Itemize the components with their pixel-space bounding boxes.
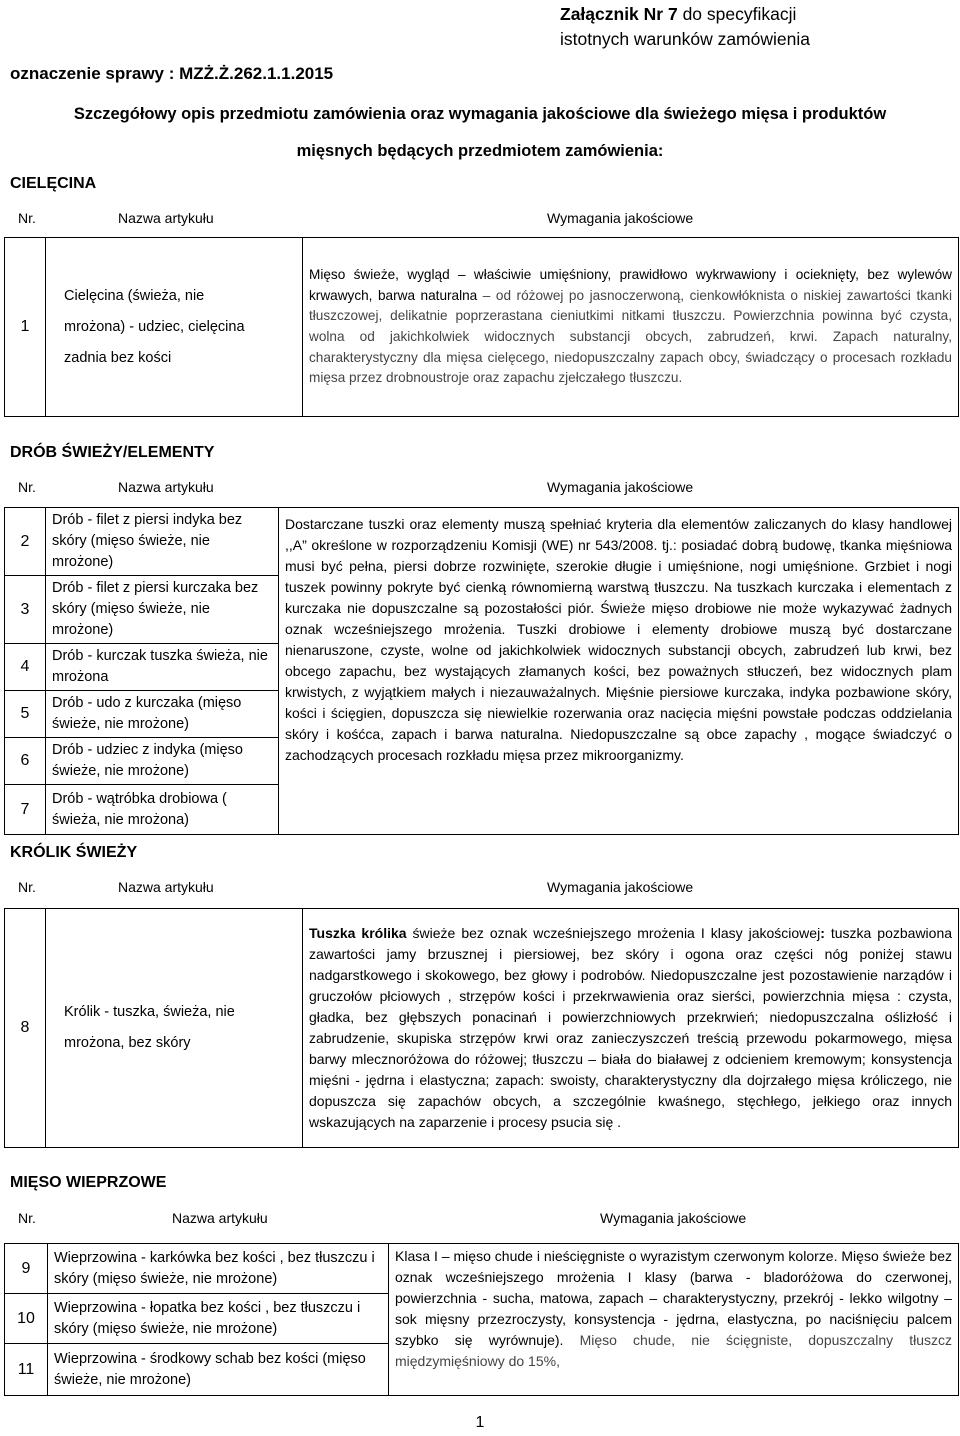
col-nr: Nr.	[18, 479, 36, 495]
attachment-rest: do specyfikacji	[682, 4, 797, 24]
item-name	[46, 238, 303, 417]
pork-table	[4, 1243, 959, 1396]
rabbit-table	[4, 908, 959, 1148]
table-row	[5, 1244, 959, 1294]
col-req: Wymagania jakościowe	[547, 879, 694, 895]
item-name-line: mrożona, bez skóry	[64, 1035, 191, 1051]
attachment-line2: istotnych warunków zamówienia	[560, 29, 810, 49]
item-name: Drób - udo z kurczaka (mięso świeże, nie mrożone)	[46, 691, 279, 738]
item-number: 5	[5, 691, 46, 738]
case-number: oznaczenie sprawy : MZŻ.Ż.262.1.1.2015	[10, 64, 334, 83]
veal-table	[4, 237, 959, 417]
col-nr: Nr.	[18, 879, 36, 895]
item-name: Drób - filet z piersi kurczaka bez skóry (mięso świeże, nie mrożone)	[46, 576, 279, 644]
item-name: Drób - filet z piersi indyka bez skóry (mięso świeże, nie mrożone)	[46, 508, 279, 576]
item-name: Wieprzowina - karkówka bez kości , bez tłuszczu i skóry (mięso świeże, nie mrożone)	[48, 1244, 389, 1294]
col-req: Wymagania jakościowe	[547, 479, 694, 495]
section-title-pork: MIĘSO WIEPRZOWE	[10, 1174, 167, 1191]
item-name: Drób - udziec z indyka (mięso świeże, nie mrożone)	[46, 738, 279, 785]
col-name: Nazwa artykułu	[118, 210, 214, 226]
req-part: Zapach naturalny, charakterystyczny dla mięsa cielęcego, niedopuszczalny zapach obcy, świadczący o procesach rozkładu mięsa przez drobnoustroje oraz zapachu zjełczałego tłuszczu.	[309, 329, 952, 386]
item-requirements	[389, 1244, 959, 1396]
table-row	[5, 508, 959, 576]
item-number: 11	[5, 1344, 48, 1396]
section-title-rabbit: KRÓLIK ŚWIEŻY	[10, 844, 138, 861]
table-row	[5, 909, 959, 1148]
req-part: tuszka pozbawiona zawartości jamy brzusznej i piersiowej, bez skóry i ogona oraz części nóg poniżej stawu nadgarstkowego i skokowego, bez głowy i podrobów. Niedopuszczalne jest pozostawienie narządów i gruczołów płciowych , strzępów kości i przekrwawienia oraz sierści, powierzchnia mięsa : czysta, gładka, bez głębszych ponacinań i powierzchniowych przekrwień; niedopuszczalna oślizłość i zabrudzenie, skupiska strzępów krwi oraz zanieczyszczeń treścią przewodu pokarmowego, mięsa barwy mlecznoróżowa do różowej; tłuszczu – biała do białawej z odcieniem kremowym; konsystencja mięśni - jędrna i elastyczna; zapach: swoisty, charakterystyczny dla dojrzałego mięsa króliczego, nie dopuszcza się zapachów obcych, a szczególnie kwaśnego, stęchłego, jełkiego oraz innych wskazujących na zaparzenie i procesy psucia się .	[309, 925, 953, 1130]
item-number: 8	[5, 909, 46, 1148]
item-number: 3	[5, 576, 46, 644]
item-number: 1	[5, 238, 46, 417]
col-name: Nazwa artykułu	[118, 479, 214, 495]
col-nr: Nr.	[18, 1210, 36, 1226]
col-name: Nazwa artykułu	[118, 879, 214, 895]
item-requirements: Dostarczane tuszki oraz elementy muszą spełniać kryteria dla elementów zaliczanych do klasy handlowej ,,A” określone w rozporządzeniu Komisji (WE) nr 543/2008. tj.: posiadać dobrą budowę, tkanka mięśniowa musi być pełna, piersi dobrze rozwinięte, szerokie długie i umięśnione, nogi umięśnione. Grzbiet i nogi tuszek powinny pokryte być cienką równomierną warstwą tłuszczu. Na tuszkach kurczaka i elementach z kurczaka nie dopuszczalne są pozostałości piór. Świeże mięso drobiowe nie może wykazywać żadnych oznak wcześniejszego mrożenia. Tuszki drobiowe i elementy drobiowe muszą być dostarczane nienaruszone, czyste, wolne od jakichkolwiek widocznych substancji obcych, zabrudzeń lub krwi, bez obcego zapachu, bez wystających złamanych kości, bez poważnych stłuczeń, bez widocznych plam krwistych, z wyjątkiem małych i niezauważalnych. Mięśnie piersiowe kurczaka, indyka pozbawione skóry, kości i ścięgien, dopuszcza się niewielkie rozerwania oraz nacięcia mięśni powstałe podczas oddzielania skóry i kośćca, zapach i barwa naturalna. Niedopuszczalne są obce zapachy , mogące świadczyć o zachodzących procesach rozkładu mięsa przez mikroorganizmy.	[279, 508, 959, 835]
page-number: 1	[475, 1414, 485, 1431]
req-part: Mięso chude, nie ścięgniste, dopuszczalny tłuszcz międzymięśniowy do 15%,	[395, 1332, 953, 1369]
item-requirements	[303, 238, 959, 417]
item-number: 2	[5, 508, 46, 576]
req-bold: Tuszka królika	[309, 925, 407, 941]
item-name: Drób - kurczak tuszka świeża, nie mrożona	[46, 644, 279, 691]
item-name	[46, 909, 303, 1148]
doc-title-line1: Szczegółowy opis przedmiotu zamówienia oraz wymagania jakościowe dla świeżego mięsa i produktów	[73, 105, 887, 123]
doc-title-line2: mięsnych będących przedmiotem zamówienia:	[296, 142, 664, 160]
item-name-line: mrożona) - udziec, cielęcina	[64, 318, 245, 335]
req-part: – od różowej po jasnoczerwoną, cienkowłóknista o niskiej zawartości tkanki tłuszczowej, delikatnie poprzerastana cieniutkimi nitkami tłuszczu. Powierzchnia powinna być czysta, wolna od jakichkolwiek widocznych substancji obcych, zabrudzeń, krwi.	[309, 287, 952, 344]
req-part: Mięso świeże, wygląd – właściwie umięśniony, prawidłowo wykrwawiony i ocieknięty, bez wylewów krwawych, barwa naturalna	[309, 267, 952, 303]
table-row	[5, 238, 959, 417]
item-number: 10	[5, 1294, 48, 1344]
section-title-veal: CIELĘCINA	[10, 175, 97, 192]
col-req: Wymagania jakościowe	[547, 210, 694, 226]
item-name: Drób - wątróbka drobiowa ( świeża, nie mrożona)	[46, 785, 279, 835]
item-name: Wieprzowina - środkowy schab bez kości (mięso świeże, nie mrożone)	[48, 1344, 389, 1396]
item-name-line: Cielęcina (świeża, nie	[64, 287, 205, 304]
req-colon: :	[820, 925, 825, 941]
attachment-note	[560, 2, 810, 52]
item-number: 6	[5, 738, 46, 785]
item-number: 9	[5, 1244, 48, 1294]
item-number: 4	[5, 644, 46, 691]
item-number: 7	[5, 785, 46, 835]
item-name: Wieprzowina - łopatka bez kości , bez tłuszczu i skóry (mięso świeże, nie mrożone)	[48, 1294, 389, 1344]
col-name: Nazwa artykułu	[172, 1210, 268, 1226]
poultry-table	[4, 507, 959, 835]
req-part: świeże bez oznak wcześniejszego mrożenia I klasy jakościowej	[412, 925, 821, 941]
attachment-label: Załącznik Nr 7	[560, 4, 678, 24]
section-title-poultry: DRÓB ŚWIEŻY/ELEMENTY	[10, 444, 215, 461]
req-part: Klasa I – mięso chude i nieścięgniste o wyrazistym czerwonym kolorze. Mięso świeże bez oznak wcześniejszego mrożenia I klasy (barwa - bladoróżowa do czerwonej, powierzchnia - sucha, matowa, zapach – charakterystyczny, przekrój - lekko wilgotny – sok mięsny przezroczysty, konsystencja - jędrna, elastyczna, po naciśnięciu palcem szybko się wyrównuje).	[395, 1248, 952, 1348]
col-nr: Nr.	[18, 210, 36, 226]
item-name-line: zadnia bez kości	[64, 349, 172, 366]
item-name-line: Królik - tuszka, świeża, nie	[64, 1004, 235, 1020]
item-requirements	[303, 909, 959, 1148]
col-req: Wymagania jakościowe	[600, 1210, 747, 1226]
